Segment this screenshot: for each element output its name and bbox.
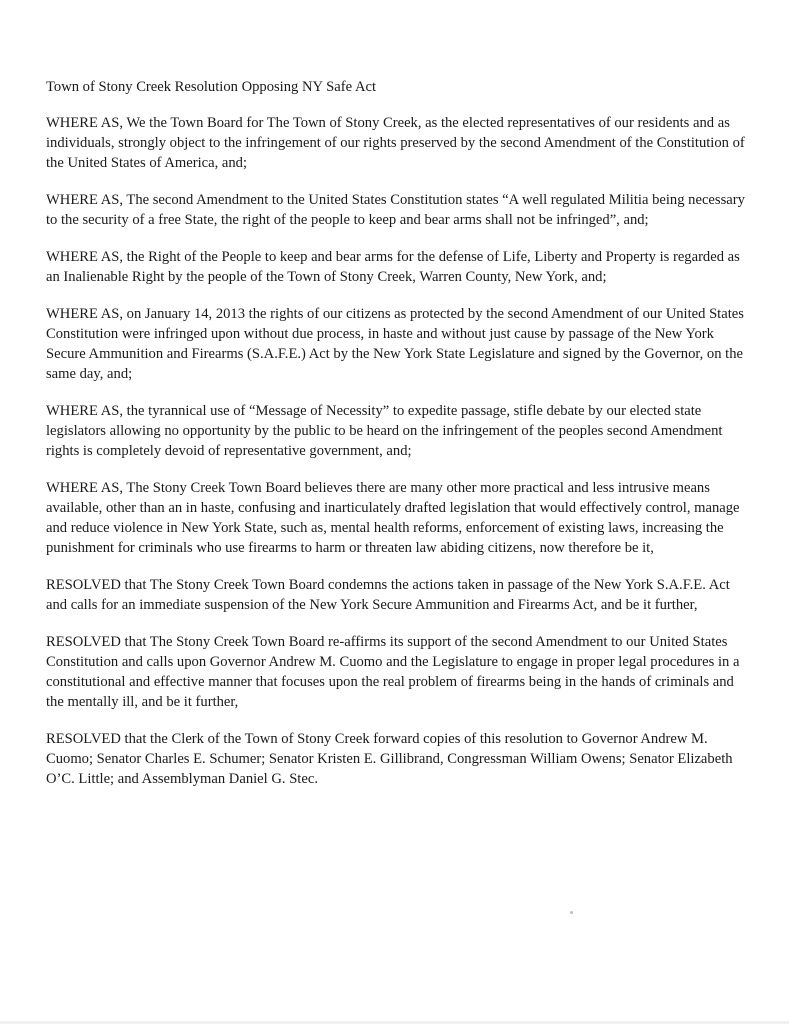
whereas-paragraph-4: WHERE AS, on January 14, 2013 the rights of our citizens as protected by the second Amendment of our United States Constitution were infringed upon without due process, in haste and without just cause by passage of the New York Secure Ammunition and Firearms (S.A.F.E.) Act by the New York State Legislature and signed by the Governor, on the same day, and; <box>46 306 744 382</box>
whereas-paragraph-6: WHERE AS, The Stony Creek Town Board believes there are many other more practical and less intrusive means available, other than an in haste, confusing and inarticulately drafted legislation that would effectively control, manage and reduce violence in New York State, such as, mental health reforms, enforcement of existing laws, increasing the punishment for criminals who use firearms to harm or threaten law abiding citizens, now therefore be it, <box>46 480 740 556</box>
resolved-paragraph-3: RESOLVED that the Clerk of the Town of Stony Creek forward copies of this resolution to Governor Andrew M. Cuomo; Senator Charles E. Schumer; Senator Kristen E. Gillibrand, Congressman William Owens; Senator Elizabeth O’C. Little; and Assemblyman Daniel G. Stec. <box>46 731 733 787</box>
resolution-document <box>46 77 746 789</box>
scan-speck <box>570 911 573 914</box>
document-title: Town of Stony Creek Resolution Opposing NY Safe Act <box>46 79 377 95</box>
resolved-paragraph-1: RESOLVED that The Stony Creek Town Board condemns the actions taken in passage of the New York S.A.F.E. Act and calls for an immediate suspension of the New York Secure Ammunition and Firearms Act, and be it further, <box>46 577 730 613</box>
whereas-paragraph-2: WHERE AS, The second Amendment to the United States Constitution states “A well regulated Militia being necessary to the security of a free State, the right of the people to keep and bear arms shall not be infringed”, and; <box>46 192 745 228</box>
resolved-paragraph-2: RESOLVED that The Stony Creek Town Board re-affirms its support of the second Amendment to our United States Constitution and calls upon Governor Andrew M. Cuomo and the Legislature to engage in proper legal procedures in a constitutional and effective manner that focuses upon the real problem of firearms being in the hands of criminals and the mentally ill, and be it further, <box>46 634 740 710</box>
whereas-paragraph-5: WHERE AS, the tyrannical use of “Message of Necessity” to expedite passage, stifle debate by our elected state legislators allowing no opportunity by the public to be heard on the infringement of the peoples second Amendment rights is completely devoid of representative government, and; <box>46 403 723 459</box>
whereas-paragraph-3: WHERE AS, the Right of the People to keep and bear arms for the defense of Life, Liberty and Property is regarded as an Inalienable Right by the people of the Town of Stony Creek, Warren County, New York, and; <box>46 249 740 285</box>
whereas-paragraph-1: WHERE AS, We the Town Board for The Town of Stony Creek, as the elected representatives of our residents and as individuals, strongly object to the infringement of our rights preserved by the second Amendment of the Constitution of the United States of America, and; <box>46 115 745 171</box>
